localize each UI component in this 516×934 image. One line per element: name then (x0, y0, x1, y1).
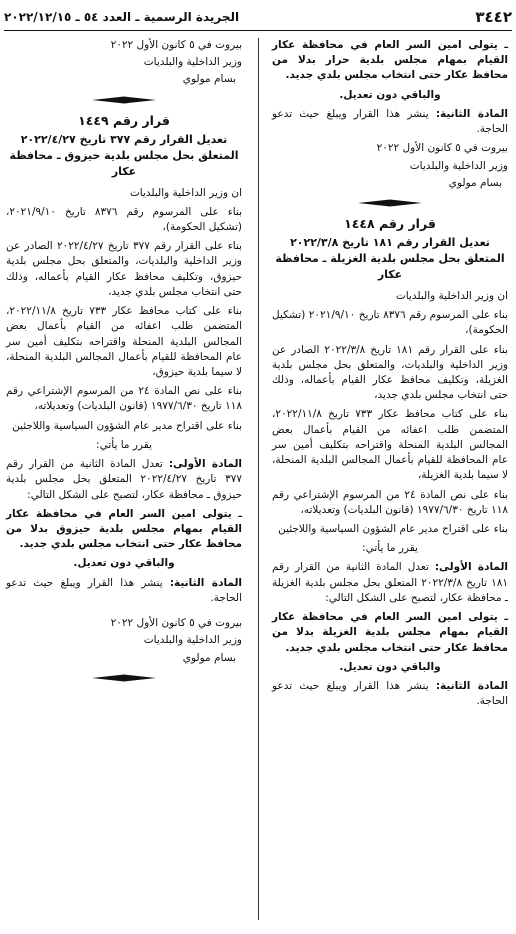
signature-date: بيروت في ٥ كانون الأول ٢٠٢٢ (376, 142, 508, 155)
section-divider (6, 96, 242, 104)
decision-authority: ان وزير الداخلية والبلديات (129, 186, 242, 199)
recital: بناء على اقتراح مدير عام الشؤون السياسية واللاجئين (12, 419, 242, 432)
amendment-text: ـ يتولى امين السر العام في محافظة عكار القيام بمهام مجلس بلدية حيزوق بدلا من محافظ عكار حتى انتخاب مجلس بلدي جديد. (6, 507, 242, 551)
column-separator (258, 38, 259, 920)
minister-title: وزير الداخلية والبلديات (143, 56, 242, 69)
decision-authority: ان وزير الداخلية والبلديات (395, 289, 508, 302)
gazette-issue-title: الجريدة الرسمية ـ العدد ٥٤ ـ ٢٠٢٢/١٢/١٥ (4, 10, 240, 25)
minister-title: وزير الداخلية والبلديات (143, 634, 242, 647)
article-1 (6, 457, 242, 503)
article-1-text: تعدل المادة الثانية من القرار رقم ١٨١ تاريخ ٢٠٢٢/٣/٨ المتعلق بحل مجلس بلدية الغزيلة ـ محافظة عكار، لتصبح على الشكل التالي: (272, 561, 508, 604)
article-1 (272, 560, 508, 606)
recital: بناء على نص المادة ٢٤ من المرسوم الإشتراعي رقم ١١٨ تاريخ ١٩٧٧/٦/٣٠ (قانون البلديات) وتعديلاته، (272, 488, 508, 516)
decides-heading: يقرر ما يأتي: (96, 438, 152, 451)
article-1-label: المادة الأولى: (434, 561, 508, 574)
recital: بناء على القرار رقم ٣٧٧ تاريخ ٢٠٢٢/٤/٢٧ الصادر عن وزير الداخلية والبلديات، والمتعلق بحل مجلس بلدية حيزوق، وتكليف محافظ عكار القيام بأعماله، وذلك حتى انتخاب مجلس بلدي جديد، (6, 240, 242, 298)
remainder-unchanged: والباقي دون تعديل. (339, 88, 441, 101)
minister-name: بسام مولوي (182, 73, 236, 86)
remainder-unchanged: والباقي دون تعديل. (73, 557, 175, 570)
article-1-text: تعدل المادة الثانية من القرار رقم ٣٧٧ تاريخ ٢٠٢٢/٤/٢٧ المتعلق بحل مجلس بلدية حيزوق ـ محافظة عكار، لتصبح على الشكل التالي: (6, 458, 242, 501)
section-divider (272, 199, 508, 207)
article-2 (272, 679, 508, 709)
article-2-text: ينشر هذا القرار ويبلغ حيث تدعو الحاجة. (272, 679, 508, 708)
minister-name: بسام مولوي (182, 651, 236, 664)
recital: بناء على نص المادة ٢٤ من المرسوم الإشتراعي رقم ١١٨ تاريخ ١٩٧٧/٦/٣٠ (قانون البلديات) وتعديلاته، (6, 385, 242, 413)
minister-name: بسام مولوي (448, 176, 502, 189)
page-number: ٣٤٤٢ (475, 8, 512, 27)
amendment-text: ـ يتولى امين السر العام في محافظة عكار القيام بمهام مجلس بلدية الغزيلة بدلا من محافظ عكار حتى انتخاب مجلس بلدي جديد. (272, 611, 508, 654)
article-2 (6, 576, 242, 606)
left-column (6, 38, 242, 690)
article-1-label: المادة الأولى: (168, 458, 242, 471)
section-divider (6, 674, 242, 682)
remainder-unchanged: والباقي دون تعديل. (339, 660, 441, 673)
recital: بناء على اقتراح مدير عام الشؤون السياسية واللاجئين (278, 522, 508, 535)
recital: بناء على كتاب محافظ عكار ٧٣٣ تاريخ ٢٠٢٢/١١/٨، المتضمن طلب اعفائه من القيام بأعمال بعض المجالس البلدية المنحلة واقتراحه بتكليف أمين سر عام المحافظة للقيام بأعمال المجالس البلدية المنحلة، لا سيما بلدية حيزوق، (6, 305, 242, 378)
decision-title: قرار رقم ١٤٤٨ (344, 215, 436, 231)
signature-date: بيروت في ٥ كانون الأول ٢٠٢٢ (110, 39, 242, 51)
decides-heading: يقرر ما يأتي: (362, 542, 418, 555)
article-2-label: المادة الثانية: (435, 679, 508, 692)
page-header (4, 6, 512, 31)
recital: بناء على المرسوم رقم ٨٣٧٦ تاريخ ٢٠٢١/٩/١٠ (تشكيل الحكومة)، (272, 309, 508, 337)
recital: بناء على كتاب محافظ عكار ٧٣٣ تاريخ ٢٠٢٢/١١/٨، المتضمن طلب اعفائه من القيام بأعمال بعض المجالس البلدية المنحلة واقتراحه بتكليف أمين سر عام المحافظة للقيام بأعمال المجالس البلدية المنحلة، لا سيما بلدية الغزيلة، (272, 408, 508, 482)
decision-subject: تعديل القرار رقم ٣٧٧ تاريخ ٢٠٢٢/٤/٢٧ المتعلق بحل مجلس بلدية حيزوق ـ محافظة عكار (9, 132, 239, 178)
recital: بناء على القرار رقم ١٨١ تاريخ ٢٠٢٢/٣/٨ الصادر عن وزير الداخلية والبلديات، والمتعلق بحل مجلس بلدية الغزيلة، وتكليف محافظ عكار القيام بأعماله، وذلك حتى انتخاب مجلس بلدي جديد، (272, 343, 509, 402)
decision-title: قرار رقم ١٤٤٩ (78, 112, 170, 128)
article-2-text: ينشر هذا القرار ويبلغ حيث تدعو الحاجة. (272, 107, 508, 136)
amendment-text: ـ يتولى امين السر العام في محافظة عكار القيام بمهام مجلس بلدية حرار بدلا من محافظ عكار حتى انتخاب مجلس بلدي جديد. (272, 39, 508, 82)
article-2-label: المادة الثانية: (435, 107, 508, 120)
article-2-label: المادة الثانية: (169, 576, 242, 589)
article-2 (272, 107, 508, 137)
article-2-text: ينشر هذا القرار ويبلغ حيث تدعو الحاجة. (6, 576, 242, 604)
minister-title: وزير الداخلية والبلديات (409, 159, 508, 172)
recital: بناء على المرسوم رقم ٨٣٧٦ تاريخ ٢٠٢١/٩/١٠، (تشكيل الحكومة)، (6, 205, 242, 234)
signature-date: بيروت في ٥ كانون الأول ٢٠٢٢ (110, 617, 242, 630)
decision-subject: تعديل القرار رقم ١٨١ تاريخ ٢٠٢٢/٣/٨ المتعلق بحل مجلس بلدية الغزيلة ـ محافظة عكار (275, 236, 505, 281)
right-column (272, 38, 508, 713)
